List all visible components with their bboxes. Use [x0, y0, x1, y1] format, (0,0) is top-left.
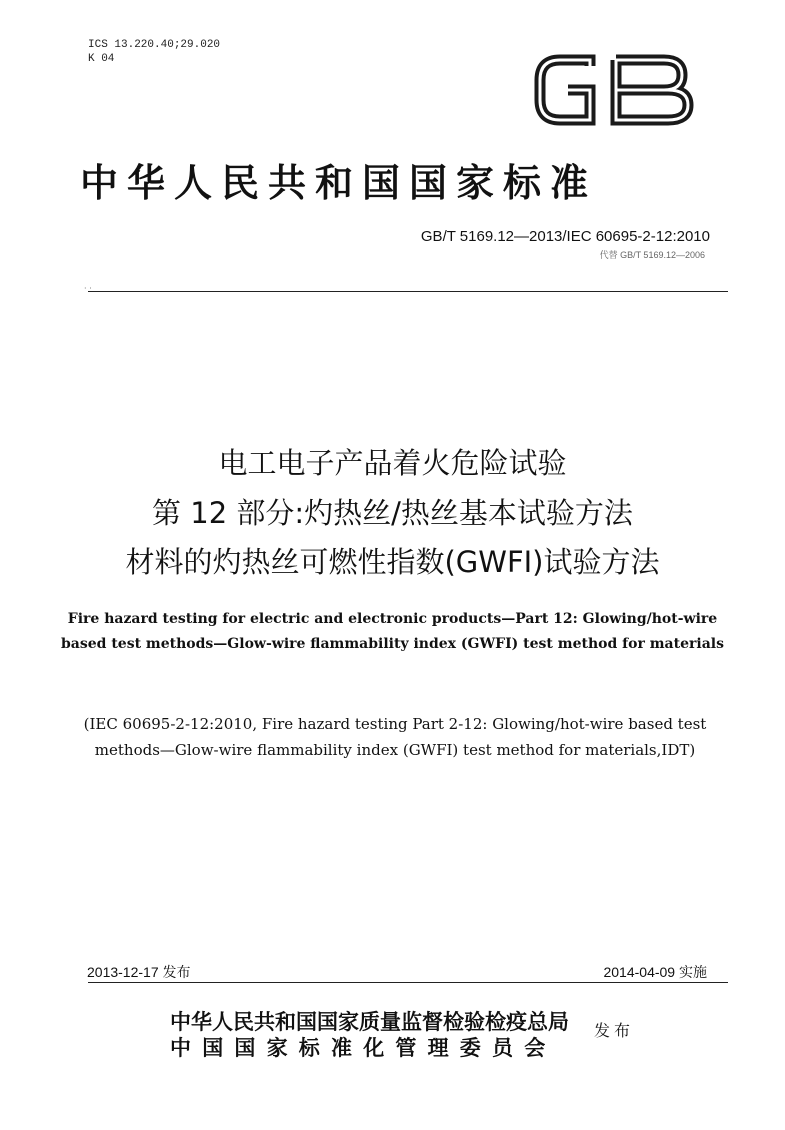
standard-title: 中华人民共和国国家标准 [80, 161, 598, 205]
chinese-title-line-1: 电工电子产品着火危险试验 [218, 446, 567, 480]
english-title: Fire hazard testing for electric and electronic products—Part 12: Glowing/hot-wire based test methods—Glow-wire flammability index (GWFI) test method for materials [61, 611, 724, 652]
iec-reference: (IEC 60695-2-12:2010, Fire hazard testing Part 2-12: Glowing/hot-wire based test methods—Glow-wire flammability index (GWFI) test method for materials,IDT) [83, 715, 707, 759]
top-divider [88, 291, 728, 292]
ics-code: ICS 13.220.40;29.020 [88, 39, 221, 51]
chinese-title-line-3: 材料的灼热丝可燃性指数(GWFI)试验方法 [125, 545, 660, 579]
chinese-title-line-2: 第 12 部分:灼热丝/热丝基本试验方法 [152, 496, 633, 530]
category-code: K 04 [88, 53, 115, 65]
bottom-divider [88, 982, 728, 983]
gb-logo [532, 52, 700, 128]
publish-label: 发布 [594, 1021, 635, 1040]
issue-date: 2013-12-17 发布 [87, 964, 191, 980]
classification-codes [88, 38, 220, 66]
rule-dots: · · [84, 284, 92, 293]
standard-code: GB/T 5169.12—2013/IEC 60695-2-12:2010 [420, 228, 710, 245]
replaces-note: 代替 GB/T 5169.12—2006 [599, 250, 705, 260]
issuer-line-2: 中国国家标准化管理委员会 [170, 1036, 557, 1060]
implementation-date: 2014-04-09 实施 [603, 964, 707, 980]
issuer-line-1: 中华人民共和国国家质量监督检验检疫总局 [170, 1010, 569, 1034]
